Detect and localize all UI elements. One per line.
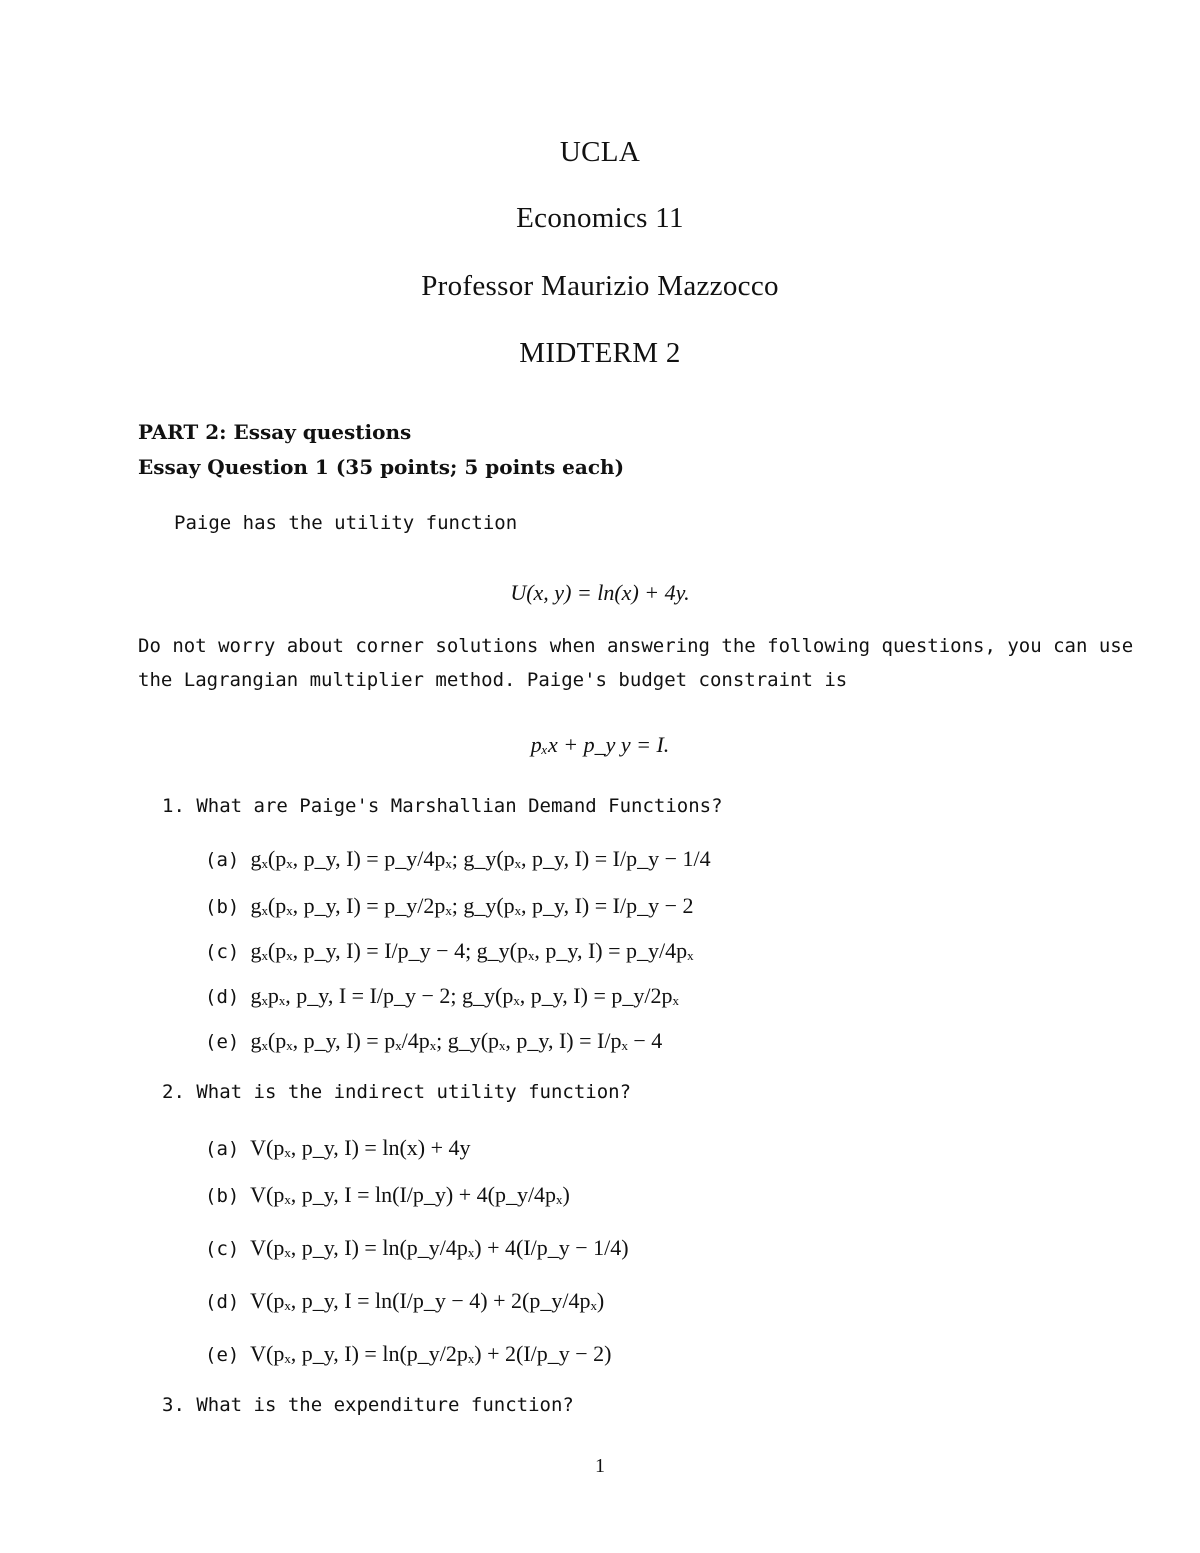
q2-option-e-label: (e) — [205, 1344, 240, 1366]
q1-option-d — [205, 983, 679, 1009]
q1-option-d-label: (d) — [205, 986, 240, 1008]
q2-option-b-label: (b) — [205, 1185, 240, 1207]
q1-option-c-text: gₓ(pₓ, p_y, I) = I/p_y − 4; g_y(pₓ, p_y, I) = p_y/4pₓ — [250, 938, 694, 963]
q1-option-e — [205, 1028, 662, 1054]
professor-title: Professor Maurizio Mazzocco — [421, 270, 779, 302]
q2-option-b-text: V(pₓ, p_y, I = ln(I/p_y) + 4(p_y/4pₓ) — [250, 1182, 570, 1207]
q1-option-b-text: gₓ(pₓ, p_y, I) = p_y/2pₓ; g_y(pₓ, p_y, I) = I/p_y − 2 — [250, 893, 694, 918]
q1-option-b — [205, 893, 694, 919]
q1-option-e-label: (e) — [205, 1031, 240, 1053]
question-1-text: What are Paige's Marshallian Demand Functions? — [196, 795, 723, 817]
question-2-text: What is the indirect utility function? — [196, 1081, 632, 1103]
q1-option-b-label: (b) — [205, 896, 240, 918]
exam-title: MIDTERM 2 — [519, 337, 681, 369]
school-title: UCLA — [559, 136, 641, 168]
utility-equation — [0, 580, 1200, 606]
utility-equation-text: U(x, y) = ln(x) + 4y. — [510, 580, 690, 605]
q1-option-a — [205, 846, 711, 872]
q2-option-c-text: V(pₓ, p_y, I) = ln(p_y/4pₓ) + 4(I/p_y − 1/4) — [250, 1235, 629, 1260]
q2-option-d-label: (d) — [205, 1291, 240, 1313]
q2-option-a-text: V(pₓ, p_y, I) = ln(x) + 4y — [250, 1135, 471, 1160]
q2-option-b — [205, 1182, 570, 1208]
q1-option-a-text: gₓ(pₓ, p_y, I) = p_y/4pₓ; g_y(pₓ, p_y, I) = I/p_y − 1/4 — [250, 846, 711, 871]
question-3-number: 3. — [162, 1394, 185, 1416]
q2-option-d — [205, 1288, 604, 1314]
q1-option-e-text: gₓ(pₓ, p_y, I) = pₓ/4pₓ; g_y(pₓ, p_y, I) = I/pₓ − 4 — [250, 1028, 663, 1053]
question-2 — [162, 1081, 631, 1103]
intro-line-2b: the Lagrangian multiplier method. Paige's budget constraint is — [138, 669, 848, 691]
question-3 — [162, 1394, 574, 1416]
budget-equation — [0, 732, 1200, 758]
q2-option-d-text: V(pₓ, p_y, I = ln(I/p_y − 4) + 2(p_y/4pₓ) — [250, 1288, 605, 1313]
question-2-number: 2. — [162, 1081, 185, 1103]
intro-line-2a: Do not worry about corner solutions when answering the following questions, you can use — [138, 635, 1134, 657]
course-title: Economics 11 — [516, 202, 684, 234]
part-heading: PART 2: Essay questions — [138, 420, 412, 444]
q2-option-e — [205, 1341, 612, 1367]
question-1-number: 1. — [162, 795, 185, 817]
q2-option-e-text: V(pₓ, p_y, I) = ln(p_y/2pₓ) + 2(I/p_y − 2) — [250, 1341, 612, 1366]
question-3-text: What is the expenditure function? — [196, 1394, 574, 1416]
budget-equation-text: pₓx + p_y y = I. — [530, 732, 670, 757]
q2-option-a — [205, 1135, 471, 1161]
q2-option-c — [205, 1235, 629, 1261]
q2-option-c-label: (c) — [205, 1238, 240, 1260]
q1-option-a-label: (a) — [205, 849, 240, 871]
q2-option-a-label: (a) — [205, 1138, 240, 1160]
q1-option-c-label: (c) — [205, 941, 240, 963]
question-heading: Essay Question 1 (35 points; 5 points each) — [138, 455, 625, 479]
intro-line-1: Paige has the utility function — [174, 512, 518, 534]
page-number: 1 — [595, 1455, 605, 1477]
question-1 — [162, 795, 723, 817]
q1-option-c — [205, 938, 694, 964]
q1-option-d-text: gₓpₓ, p_y, I = I/p_y − 2; g_y(pₓ, p_y, I) = p_y/2pₓ — [250, 983, 679, 1008]
